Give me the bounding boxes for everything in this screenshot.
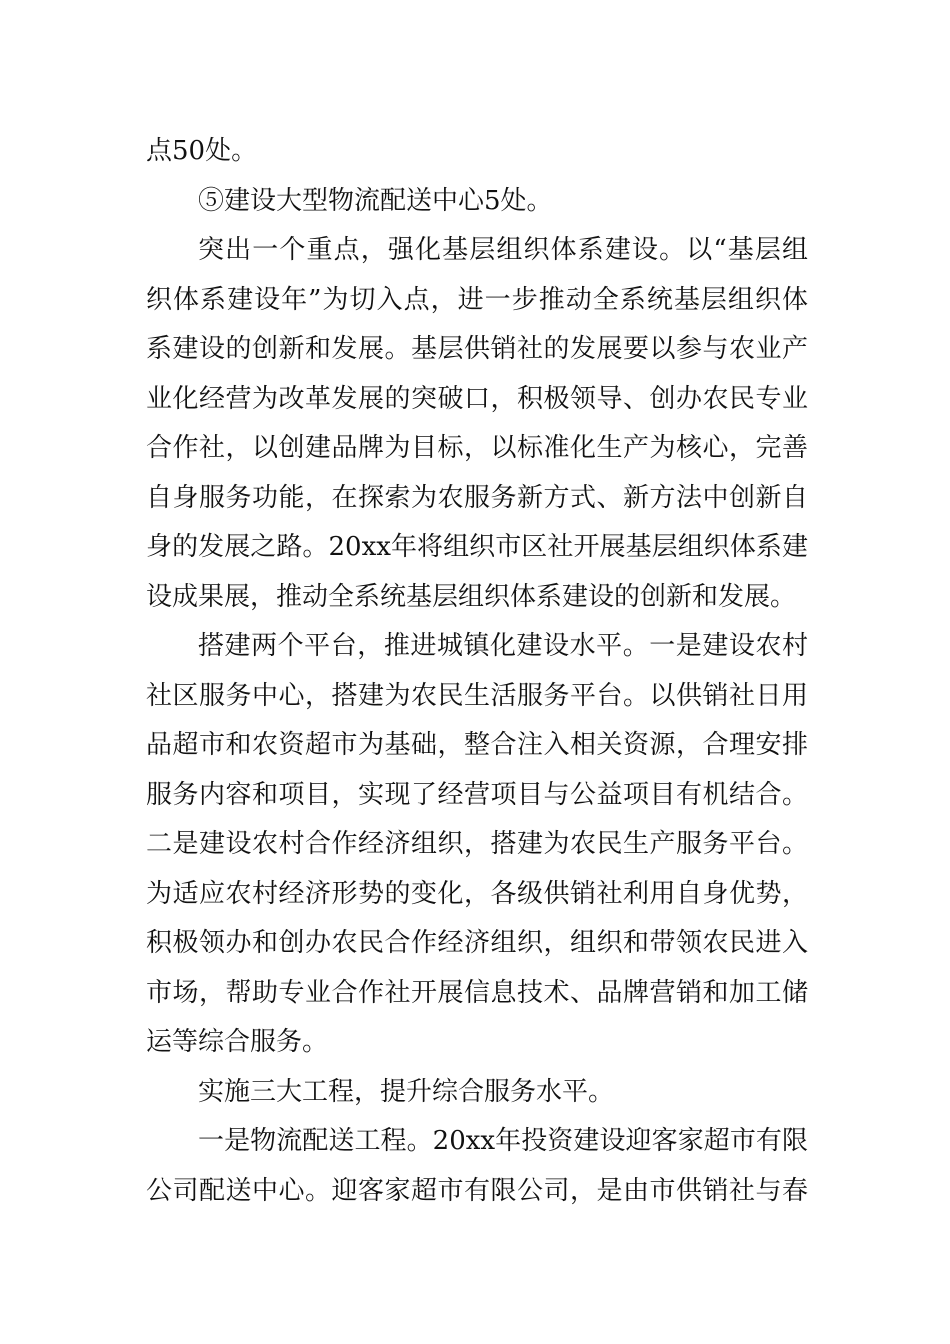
text-line: 系建设的创新和发展。基层供销社的发展要以参与农业产 (146, 334, 808, 364)
text-line: 为适应农村经济形势的变化，各级供销社利用自身优势， (146, 878, 808, 909)
text-line: 一是物流配送工程。20xx年投资建设迎客家超市有限 (198, 1126, 808, 1156)
text-line: 点50处。 (146, 136, 258, 166)
text-line: 合作社，以创建品牌为目标，以标准化生产为核心，完善 (146, 433, 808, 463)
text-line: ⑤建设大型物流配送中心5处。 (198, 185, 553, 216)
text-line: 业化经营为改革发展的突破口，积极领导、创办农民专业 (146, 383, 808, 414)
text-line: 二是建设农村合作经济组织，搭建为农民生产服务平台。 (146, 829, 808, 859)
text-line: 市场，帮助专业合作社开展信息技术、品牌营销和加工储 (146, 977, 808, 1008)
text-line: 突出一个重点，强化基层组织体系建设。以“基层组 (198, 235, 808, 265)
document-body (146, 127, 808, 1216)
text-line: 品超市和农资超市为基础，整合注入相关资源，合理安排 (146, 730, 808, 760)
text-line: 搭建两个平台，推进城镇化建设水平。一是建设农村 (198, 631, 808, 661)
text-line: 服务内容和项目，实现了经营项目与公益项目有机结合。 (146, 779, 808, 810)
text-line: 运等综合服务。 (146, 1027, 329, 1057)
text-line: 自身服务功能，在探索为农服务新方式、新方法中创新自 (146, 482, 808, 513)
text-line: 社区服务中心，搭建为农民生活服务平台。以供销社日用 (146, 680, 808, 711)
text-line: 公司配送中心。迎客家超市有限公司，是由市供销社与春 (146, 1175, 808, 1206)
text-line: 身的发展之路。20xx年将组织市区社开展基层组织体系建 (146, 532, 808, 562)
text-line: 设成果展，推动全系统基层组织体系建设的创新和发展。 (146, 581, 797, 612)
text-line: 积极领办和创办农民合作经济组织，组织和带领农民进入 (146, 928, 808, 958)
text-line: 织体系建设年”为切入点，进一步推动全系统基层组织体 (146, 284, 808, 315)
text-line: 实施三大工程，提升综合服务水平。 (198, 1076, 615, 1107)
